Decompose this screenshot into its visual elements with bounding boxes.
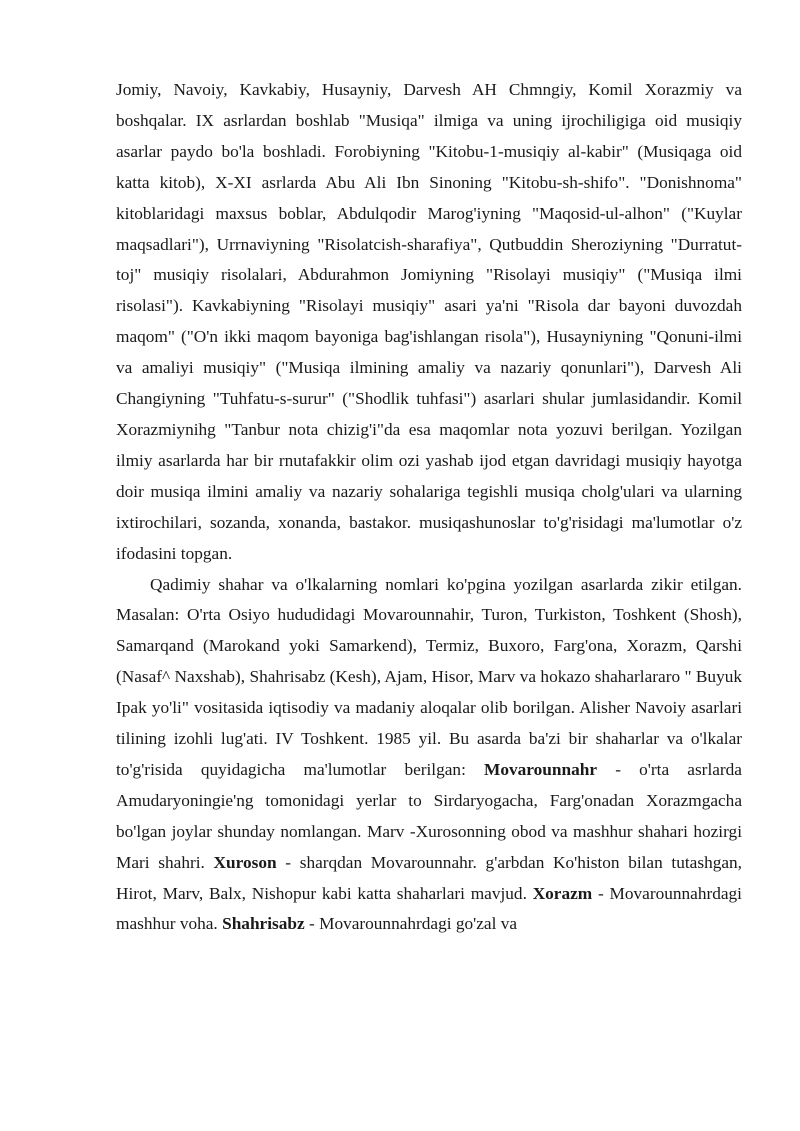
definition-xuroson: - sharqdan Movarounnahr. g'arbdan Ko'histon bilan tutashgan, Hirot, Marv, Balx, Nishopur kabi katta shaharlari mavjud. — [116, 852, 742, 903]
paragraph-1: Jomiy, Navoiy, Kavkabiy, Husayniy, Darvesh AH Chmngiy, Komil Xorazmiy va boshqalar. IX asrlardan boshlab "Musiqa" ilmiga va uning ijrochiligiga oid musiqiy asarlar paydo bo'la boshladi. Forobiyning "Kitobu-1-musiqiy al-kabir" (Musiqaga oid katta kitob), X-XI asrlarda Abu Ali Ibn Sinoning "Kitobu-sh-shifo". "Donishnoma" kitoblaridagi maxsus boblar, Abdulqodir Marog'iyning "Maqosid-ul-alhon" ("Kuylar maqsadlari"), Urrnaviyning "Risolatcish-sharafiya", Qutbuddin Sheroziyning "Durratut-toj" musiqiy risolalari, Abdurahmon Jomiyning "Risolayi musiqiy" ("Musiqa ilmi risolasi"). Kavkabiyning "Risolayi musiqiy" asari ya'ni "Risola dar bayoni duvozdah maqom" ("O'n ikki maqom bayoniga bag'ishlangan risola"), Husayniyning "Qonuni-ilmi va amaliyi musiqiy" ("Musiqa ilmining amaliy va nazariy qonunlari"), Darvesh Ali Changiyning "Tuhfatu-s-surur" ("Shodlik tuhfasi") asarlari shular jumlasidandir. Komil Xorazmiynihg "Tanbur nota chizig'i"da esa maqomlar nota yozuvi berilgan. Yozilgan ilmiy asarlarda har bir rnutafakkir olim ozi yashab ijod etgan davridagi musiqiy hayotga doir musiqa ilmini amaliy va nazariy sohalariga tegishli musiqa cholg'ulari va ularning ixtirochilari, sozanda, xonanda, bastakor. musiqashunoslar to'g'risidagi ma'lumotlar o'z ifodasini topgan. — [116, 80, 742, 563]
definition-xorazm: - Movarounnahrdagi mashhur voha. — [116, 883, 742, 934]
term-shahrisabz: Shahrisabz — [222, 914, 305, 934]
paragraph-2 — [116, 570, 742, 941]
definition-shahrisabz: - Movarounnahrdagi go'zal va — [309, 914, 518, 934]
paragraph-2-intro: Qadimiy shahar va o'lkalarning nomlari ko'pgina yozilgan asarlarda zikir etilgan. Masalan: O'rta Osiyo hududidagi Movarounnahir, Turon, Turkiston, Toshkent (Shosh), Samarqand (Marokand yoki Samarkend), Termiz, Buxoro, Farg'ona, Xorazm, Qarshi (Nasaf^ Naxshab), Shahrisabz (Kesh), Ajam, Hisor, Marv va hokazo shaharlararo " Buyuk Ipak yo'li" vositasida iqtisodiy va madaniy aloqalar olib borilgan. Alisher Navoiy asarlari tilining izohli lug'ati. IV Toshkent. 1985 yil. Bu asarda ba'zi bir shaharlar va o'lkalar to'g'risida quyidagicha ma'lumotlar berilgan: — [116, 574, 742, 779]
term-xuroson: Xuroson — [213, 852, 277, 872]
definition-movarounnahr: - o'rta asrlarda Amudaryoningie'ng tomonidagi yerlar to Sirdaryogacha, Farg'onadan Xorazmgacha bo'lgan joylar shunday nomlangan. Marv -Xurosonning obod va mashhur shahari hozirgi Mari shahri. — [116, 759, 742, 872]
body-text — [116, 75, 742, 940]
term-xorazm: Xorazm — [532, 883, 593, 903]
term-movarounnahr: Movarounnahr — [484, 759, 598, 779]
